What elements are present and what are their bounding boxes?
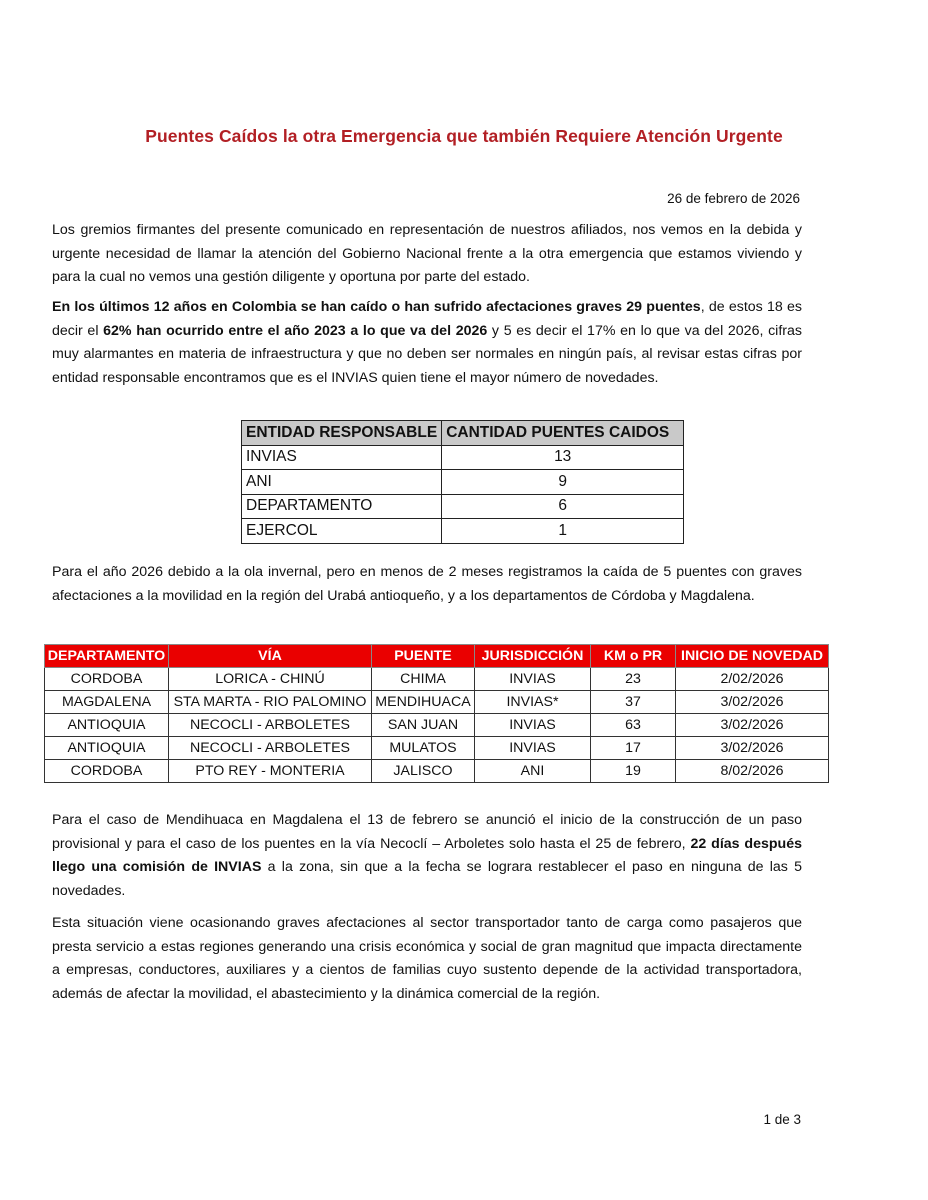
mendihuaca-text-1: Para el caso de Mendihuaca en Magdalena el 13 de febrero se anunció el inicio de la construcción de un paso provisional y para el caso de los puentes en la vía Necoclí – Arboletes solo hasta el 25 de febrero,: [52, 812, 802, 852]
entity-cell: ANI: [242, 470, 442, 495]
count-cell: 6: [442, 494, 684, 519]
bridges-table-header: INICIO DE NOVEDAD: [676, 645, 829, 668]
count-cell: 9: [442, 470, 684, 495]
jurisdiction-cell: ANI: [475, 760, 591, 783]
paragraph-winter-2026: Para el año 2026 debido a la ola invernal, pero en menos de 2 meses registramos la caída de 5 puentes con graves afectaciones a la movilidad en la región del Urabá antioqueño, y a los departamentos de Córdoba y Magdalena.: [52, 564, 802, 604]
mendihuaca-text-2: a la zona, sin que a la fecha se lograra restablecer el paso en ninguna de las 5 novedades.: [52, 859, 802, 899]
entity-cell: INVIAS: [242, 445, 442, 470]
department-cell: MAGDALENA: [45, 691, 169, 714]
document-title: Puentes Caídos la otra Emergencia que también Requiere Atención Urgente: [145, 126, 783, 146]
bridge-cell: CHIMA: [372, 668, 475, 691]
km-cell: 37: [591, 691, 676, 714]
bridges-table-header: VÍA: [169, 645, 372, 668]
jurisdiction-cell: INVIAS*: [475, 691, 591, 714]
department-cell: CORDOBA: [45, 760, 169, 783]
date-cell: 3/02/2026: [676, 714, 829, 737]
jurisdiction-cell: INVIAS: [475, 737, 591, 760]
bridges-table-header: DEPARTAMENTO: [45, 645, 169, 668]
paragraph-statistics: [52, 296, 802, 390]
bridges-table-header: PUENTE: [372, 645, 475, 668]
jurisdiction-cell: INVIAS: [475, 714, 591, 737]
table-row: [242, 519, 684, 544]
road-cell: STA MARTA - RIO PALOMINO: [169, 691, 372, 714]
entity-table-header: ENTIDAD RESPONSABLE: [242, 421, 442, 446]
road-cell: LORICA - CHINÚ: [169, 668, 372, 691]
bridge-cell: JALISCO: [372, 760, 475, 783]
statistics-bold-2: 62% han ocurrido entre el año 2023 a lo que va del 2026: [103, 322, 488, 339]
entity-table-header: CANTIDAD PUENTES CAIDOS: [442, 421, 684, 446]
table-row: [45, 760, 829, 783]
road-cell: NECOCLI - ARBOLETES: [169, 737, 372, 760]
bridges-table-header: JURISDICCIÓN: [475, 645, 591, 668]
bridges-table: [44, 644, 829, 783]
table-row: [45, 668, 829, 691]
road-cell: PTO REY - MONTERIA: [169, 760, 372, 783]
count-cell: 13: [442, 445, 684, 470]
table-row: [45, 691, 829, 714]
entity-table: [241, 420, 684, 544]
date-cell: 8/02/2026: [676, 760, 829, 783]
department-cell: ANTIOQUIA: [45, 714, 169, 737]
mendihuaca-bold: 22 días después llego una comisión de INVIAS: [52, 835, 802, 875]
road-cell: NECOCLI - ARBOLETES: [169, 714, 372, 737]
km-cell: 17: [591, 737, 676, 760]
bridge-cell: MENDIHUACA: [372, 691, 475, 714]
department-cell: ANTIOQUIA: [45, 737, 169, 760]
date-cell: 3/02/2026: [676, 691, 829, 714]
statistics-text-2: y 5 es decir el 17% en lo que va del 2026, cifras muy alarmantes en materia de infraestructura y que no deben ser normales en ningún país, al revisar estas cifras por entidad responsable encontramos que es el INVIAS quien tiene el mayor número de novedades.: [52, 322, 802, 386]
km-cell: 19: [591, 760, 676, 783]
date-cell: 2/02/2026: [676, 668, 829, 691]
bridge-cell: MULATOS: [372, 737, 475, 760]
table-row: [242, 494, 684, 519]
table-row: [242, 470, 684, 495]
entity-table-header-row: [242, 421, 684, 446]
statistics-text-1: , de estos 18 es decir el: [52, 299, 802, 339]
paragraph-intro: Los gremios firmantes del presente comunicado en representación de nuestros afiliados, nos vemos en la debida y urgente necesidad de llamar la atención del Gobierno Nacional frente a la otra emergencia que estamos viviendo y para la cual no vemos una gestión diligente y oportuna por parte del estado.: [52, 222, 802, 285]
bridge-cell: SAN JUAN: [372, 714, 475, 737]
page-number: 1 de 3: [763, 1112, 801, 1127]
statistics-bold-1: En los últimos 12 años en Colombia se han caído o han sufrido afectaciones graves 29 puentes: [52, 299, 701, 315]
bridges-table-header: KM o PR: [591, 645, 676, 668]
km-cell: 63: [591, 714, 676, 737]
jurisdiction-cell: INVIAS: [475, 668, 591, 691]
department-cell: CORDOBA: [45, 668, 169, 691]
table-row: [45, 737, 829, 760]
document-date: 26 de febrero de 2026: [667, 191, 800, 206]
date-cell: 3/02/2026: [676, 737, 829, 760]
entity-cell: DEPARTAMENTO: [242, 494, 442, 519]
bridges-table-header-row: [45, 645, 829, 668]
table-row: [45, 714, 829, 737]
km-cell: 23: [591, 668, 676, 691]
count-cell: 1: [442, 519, 684, 544]
paragraph-mendihuaca: [52, 809, 802, 903]
paragraph-impact: Esta situación viene ocasionando graves afectaciones al sector transportador tanto de carga como pasajeros que presta servicio a estas regiones generando una crisis económica y social de gran magnitud que impacta directamente a empresas, conductores, auxiliares y a cientos de familias cuyo sustento depende de la actividad transportadora, además de afectar la movilidad, el abastecimiento y la dinámica comercial de la región.: [52, 915, 802, 1002]
table-row: [242, 445, 684, 470]
entity-cell: EJERCOL: [242, 519, 442, 544]
